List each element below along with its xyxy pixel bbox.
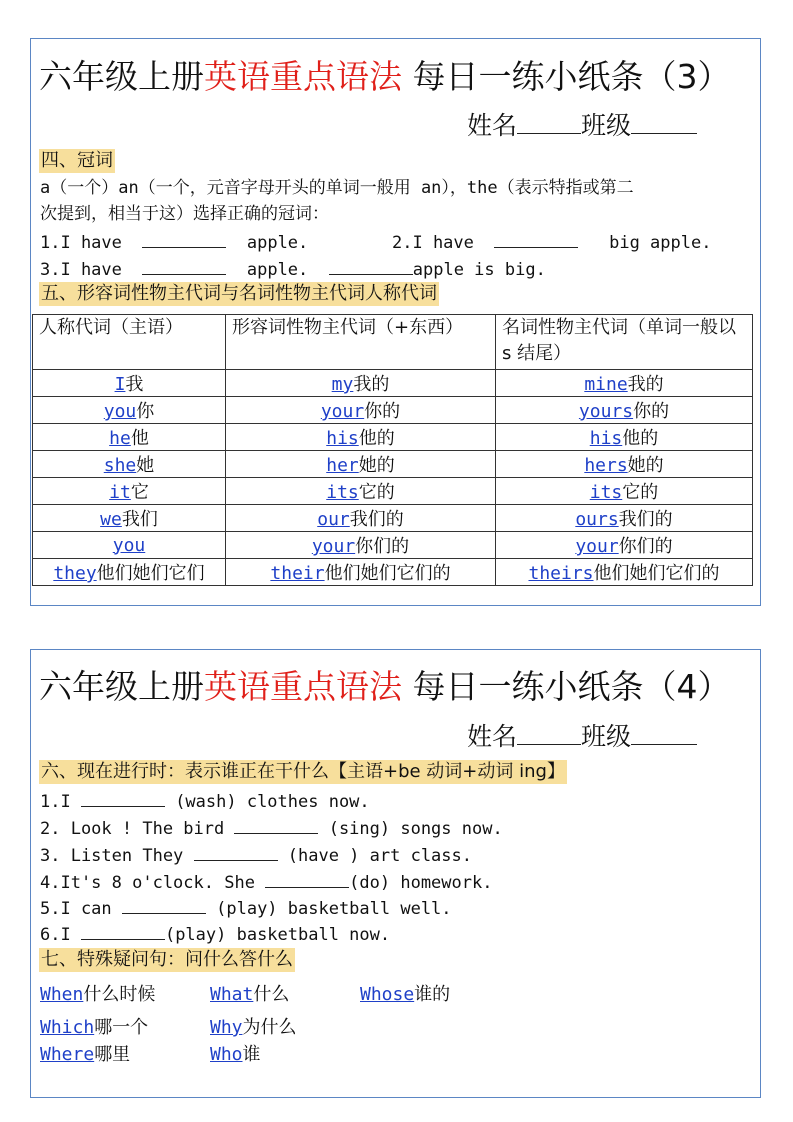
cell-meaning: 他们她们它们的 [593, 563, 720, 584]
table-cell [226, 505, 496, 532]
answer-blank[interactable] [329, 256, 413, 275]
class-label: 班级 [581, 722, 632, 751]
section4-desc-line1 [40, 176, 634, 200]
table-cell [226, 370, 496, 397]
answer-blank[interactable] [81, 788, 165, 807]
question-word [360, 983, 450, 1007]
exercise-text: (do) homework. [349, 873, 493, 893]
answer-word: she [103, 455, 137, 476]
question-word-zh: 谁 [242, 1044, 261, 1065]
answer-blank[interactable] [194, 842, 278, 861]
answer-word: its [589, 482, 623, 503]
card-title [39, 57, 731, 97]
answer-blank[interactable] [265, 869, 349, 888]
worksheet-card-4 [30, 649, 761, 1098]
table-cell [496, 478, 753, 505]
table-cell [33, 559, 226, 586]
desc-text: a（一个）an（一个，元音字母开头的单词一般用 an），the（表示特指或第二 [40, 178, 634, 198]
class-blank[interactable] [631, 111, 697, 134]
exercise-line [40, 842, 472, 868]
answer-word: our [317, 509, 350, 530]
table-cell [496, 370, 753, 397]
question-word-en: Why [210, 1017, 243, 1038]
table-row [33, 505, 753, 532]
question-text: apple is big. [412, 260, 546, 280]
question-word-en: Where [40, 1044, 95, 1065]
question-word-zh: 哪一个 [94, 1017, 149, 1038]
cell-meaning: 她 [136, 455, 155, 476]
answer-word: we [100, 509, 122, 530]
cell-meaning: 它的 [622, 482, 659, 503]
table-row [33, 478, 753, 505]
title-part: 六年级上册 [39, 667, 204, 706]
answer-word: her [326, 455, 359, 476]
title-highlight: 英语重点语法 [204, 667, 402, 706]
desc-text: 次提到，相当于这）选择正确的冠词： [40, 204, 329, 224]
answer-word: your [575, 536, 619, 557]
title-part: 每日一练小纸条（4） [402, 667, 731, 706]
question-word-en: Which [40, 1017, 95, 1038]
cell-meaning: 他们她们它们的 [324, 563, 451, 584]
question-word [40, 1043, 130, 1067]
cell-meaning: 她的 [627, 455, 664, 476]
answer-word: you [103, 401, 137, 422]
answer-word: hers [584, 455, 628, 476]
answer-word: they [53, 563, 97, 584]
cell-meaning: 它 [130, 482, 149, 503]
section4-heading: 四、冠词 [41, 150, 113, 171]
section7-heading: 七、特殊疑问句：问什么答什么 [41, 949, 293, 970]
exercise-text: 1.I [40, 792, 81, 812]
card-title [39, 667, 731, 707]
question-text: apple. [246, 233, 309, 253]
answer-word: mine [584, 374, 628, 395]
question-word [210, 983, 289, 1007]
table-cell [33, 397, 226, 424]
table-header: 人称代词（主语） [33, 315, 226, 370]
article-question-2 [392, 229, 711, 255]
table-cell [33, 478, 226, 505]
pronoun-table [32, 314, 753, 586]
table-cell [496, 505, 753, 532]
table-cell [496, 424, 753, 451]
cell-meaning: 你们的 [618, 536, 673, 557]
table-cell [226, 559, 496, 586]
exercise-text: (play) basketball now. [164, 925, 391, 945]
exercise-text: 6.I [40, 925, 81, 945]
question-word [210, 1043, 261, 1067]
table-cell [226, 478, 496, 505]
table-row [33, 424, 753, 451]
answer-word: its [326, 482, 359, 503]
exercise-text: (have ) art class. [277, 846, 472, 866]
answer-word: I [114, 374, 126, 395]
cell-meaning: 你的 [633, 401, 670, 422]
table-cell [33, 370, 226, 397]
name-blank[interactable] [517, 111, 581, 134]
question-word-en: Whose [360, 984, 415, 1005]
table-row [33, 532, 753, 559]
cell-meaning: 它的 [358, 482, 395, 503]
answer-blank[interactable] [142, 229, 226, 248]
worksheet-card-3 [30, 38, 761, 606]
title-part: 每日一练小纸条（3） [402, 57, 731, 96]
answer-word: he [109, 428, 131, 449]
answer-word: ours [575, 509, 619, 530]
table-cell [33, 451, 226, 478]
title-highlight: 英语重点语法 [204, 57, 402, 96]
exercise-text: (wash) clothes now. [164, 792, 370, 812]
exercise-text: 3. Listen They [40, 846, 194, 866]
question-word [40, 983, 155, 1007]
exercise-text: (play) basketball well. [205, 899, 452, 919]
answer-word: his [326, 428, 359, 449]
question-text: apple. [246, 260, 309, 280]
question-word-zh: 为什么 [242, 1017, 297, 1038]
table-header: 名词性物主代词（单词一般以 s 结尾） [496, 315, 753, 370]
answer-blank[interactable] [234, 815, 318, 834]
answer-word: yours [578, 401, 634, 422]
answer-blank[interactable] [122, 895, 206, 914]
class-label: 班级 [581, 111, 632, 140]
cell-meaning: 你的 [364, 401, 401, 422]
answer-word: your [311, 536, 356, 557]
answer-word: your [320, 401, 365, 422]
exercise-line [40, 921, 390, 947]
section5-heading: 五、形容词性物主代词与名词性物主代词人称代词 [41, 283, 437, 304]
question-word-en: Who [210, 1044, 243, 1065]
exercise-line [40, 869, 492, 895]
question-text: 1.I have [40, 233, 122, 253]
article-question-1 [40, 229, 308, 255]
table-cell [33, 505, 226, 532]
cell-meaning: 他的 [358, 428, 395, 449]
cell-meaning: 我的 [627, 374, 664, 395]
cell-meaning: 你们的 [355, 536, 410, 557]
answer-word: their [270, 563, 325, 584]
name-blank[interactable] [517, 722, 581, 745]
table-cell [226, 397, 496, 424]
answer-word: his [589, 428, 623, 449]
table-row [33, 370, 753, 397]
name-label: 姓名 [467, 722, 518, 751]
question-word [210, 1016, 297, 1040]
exercise-text: (sing) songs now. [318, 819, 503, 839]
class-blank[interactable] [631, 722, 697, 745]
question-word-zh: 哪里 [94, 1044, 131, 1065]
article-question-3 [40, 256, 546, 282]
cell-meaning: 她的 [358, 455, 395, 476]
cell-meaning: 我们 [121, 509, 158, 530]
table-cell [496, 397, 753, 424]
table-row [33, 451, 753, 478]
cell-meaning: 我 [125, 374, 144, 395]
answer-blank[interactable] [142, 256, 226, 275]
table-cell [226, 424, 496, 451]
question-text: big apple. [609, 233, 712, 253]
answer-blank[interactable] [81, 921, 165, 940]
cell-meaning: 我的 [353, 374, 390, 395]
exercise-text: 5.I can [40, 899, 122, 919]
exercise-text: 2. Look ! The bird [40, 819, 235, 839]
question-text: 3.I have [40, 260, 122, 280]
question-word-zh: 什么 [253, 984, 290, 1005]
cell-meaning: 他 [130, 428, 149, 449]
answer-blank[interactable] [494, 229, 578, 248]
question-word-zh: 什么时候 [83, 984, 156, 1005]
question-word [40, 1016, 148, 1040]
table-row [33, 397, 753, 424]
name-label: 姓名 [467, 111, 518, 140]
name-class-bar [467, 111, 697, 141]
table-cell [496, 532, 753, 559]
cell-meaning: 我们的 [349, 509, 404, 530]
answer-word: my [331, 374, 354, 395]
name-class-bar [467, 722, 697, 752]
cell-meaning: 他们她们它们 [96, 563, 205, 584]
cell-meaning: 他的 [622, 428, 659, 449]
exercise-line [40, 788, 370, 814]
cell-meaning: 你 [136, 401, 155, 422]
question-word-en: What [210, 984, 254, 1005]
table-cell [226, 451, 496, 478]
table-cell [33, 532, 226, 559]
answer-word: it [109, 482, 131, 503]
exercise-line [40, 895, 452, 921]
table-header-row [33, 315, 753, 370]
answer-word: theirs [528, 563, 594, 584]
section6-heading: 六、现在进行时：表示谁正在干什么【主语+be 动词+动词 ing】 [41, 761, 565, 782]
question-word-en: When [40, 984, 84, 1005]
exercise-text: 4.It's 8 o'clock. She [40, 873, 266, 893]
exercise-line [40, 815, 503, 841]
cell-meaning: 我们的 [618, 509, 673, 530]
table-row [33, 559, 753, 586]
question-word-zh: 谁的 [414, 984, 451, 1005]
table-cell [496, 559, 753, 586]
question-text: 2.I have [392, 233, 474, 253]
section4-desc-line2 [40, 202, 329, 226]
table-cell [226, 532, 496, 559]
table-header: 形容词性物主代词（+东西） [226, 315, 496, 370]
title-part: 六年级上册 [39, 57, 204, 96]
table-cell [496, 451, 753, 478]
table-cell [33, 424, 226, 451]
answer-word: you [112, 534, 146, 556]
